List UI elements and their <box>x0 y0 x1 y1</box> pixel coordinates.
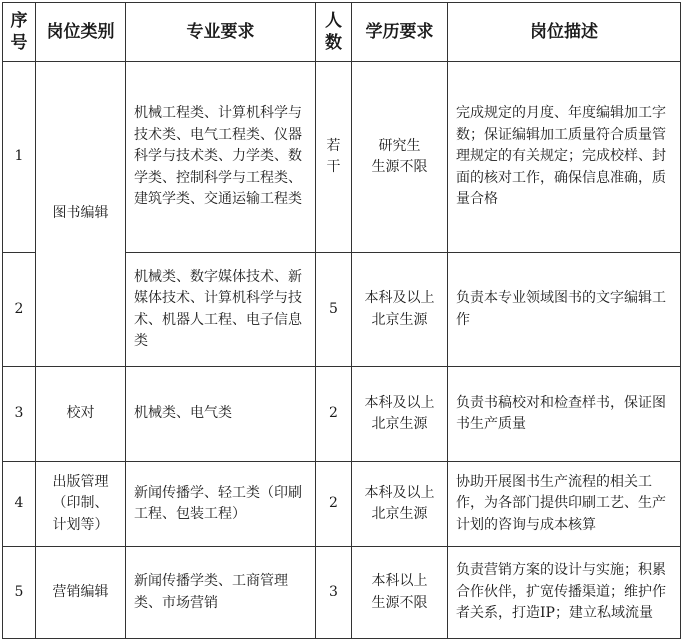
row-education-line2: 生源不限 <box>371 594 428 611</box>
table-row <box>3 547 681 639</box>
row-education-line1: 本科及以上 <box>364 484 435 501</box>
table-row <box>3 462 681 547</box>
row-education-line2: 北京生源 <box>371 416 428 432</box>
header-no-line1: 序 <box>10 11 28 31</box>
row-major: 机械类、电气类 <box>126 367 316 462</box>
header-description: 岗位描述 <box>448 3 681 62</box>
row-education-line1: 本科以上 <box>371 573 428 589</box>
row-major: 新闻传播学类、工商管理类、市场营销 <box>126 547 316 639</box>
header-education: 学历要求 <box>352 3 448 62</box>
header-no-line2: 号 <box>10 33 28 53</box>
row-education-line2: 生源不限 <box>371 159 428 175</box>
row-category: 营销编辑 <box>36 547 126 639</box>
table-row <box>3 367 681 462</box>
row-education <box>352 367 448 462</box>
row-category: 图书编辑 <box>36 62 126 367</box>
row-category-line1: 出版管理 <box>52 473 109 490</box>
row-count: 2 <box>316 462 352 547</box>
row-category: 校对 <box>36 367 126 462</box>
row-no: 5 <box>3 547 36 639</box>
header-category: 岗位类别 <box>36 3 126 62</box>
row-description: 负责本专业领域图书的文字编辑工作 <box>448 253 681 367</box>
header-count <box>316 3 352 62</box>
row-no: 1 <box>3 62 36 253</box>
row-description: 负责营销方案的设计与实施；积累合作伙伴，扩宽传播渠道；维护作者关系，打造IP；建立私域流量 <box>448 547 681 639</box>
row-education-line1: 本科及以上 <box>364 394 435 411</box>
row-major: 机械类、数字媒体技术、新媒体技术、计算机科学与技术、机器人工程、电子信息类 <box>126 253 316 367</box>
row-no: 2 <box>3 253 36 367</box>
header-no <box>3 3 36 62</box>
row-major: 机械工程类、计算机科学与技术类、电气工程类、仪器科学与技术类、力学类、数学类、控制科学与工程类、建筑学类、交通运输工程类 <box>126 62 316 253</box>
row-education <box>352 253 448 367</box>
row-count-line1: 若 <box>326 137 341 154</box>
row-education-line2: 北京生源 <box>371 311 428 328</box>
row-count-line2: 干 <box>326 159 341 175</box>
row-education-line1: 研究生 <box>378 137 421 154</box>
header-count-line1: 人 <box>325 11 342 31</box>
row-count: 2 <box>316 367 352 462</box>
row-category-line3: 计划等） <box>52 516 109 533</box>
row-education <box>352 62 448 253</box>
table-row <box>3 62 681 253</box>
row-count <box>316 62 352 253</box>
row-count: 3 <box>316 547 352 639</box>
row-description: 负责书稿校对和检查样书，保证图书生产质量 <box>448 367 681 462</box>
row-description: 协助开展图书生产流程的相关工作，为各部门提供印刷工艺、生产计划的咨询与成本核算 <box>448 462 681 547</box>
row-education-line2: 北京生源 <box>371 506 428 522</box>
row-category <box>36 462 126 547</box>
row-major: 新闻传播学、轻工类（印刷工程、包装工程） <box>126 462 316 547</box>
row-education-line1: 本科及以上 <box>364 290 435 306</box>
header-major: 专业要求 <box>126 3 316 62</box>
row-no: 3 <box>3 367 36 462</box>
row-no: 4 <box>3 462 36 547</box>
row-description: 完成规定的月度、年度编辑加工字数；保证编辑加工质量符合质量管理规定的有关规定；完成校样、封面的核对工作，确保信息准确，质量合格 <box>448 62 681 253</box>
header-count-line2: 数 <box>325 33 342 53</box>
row-education <box>352 547 448 639</box>
recruitment-table <box>2 2 681 639</box>
row-education <box>352 462 448 547</box>
row-category-line2: （印制、 <box>52 495 109 512</box>
header-row <box>3 3 681 62</box>
row-count: 5 <box>316 253 352 367</box>
